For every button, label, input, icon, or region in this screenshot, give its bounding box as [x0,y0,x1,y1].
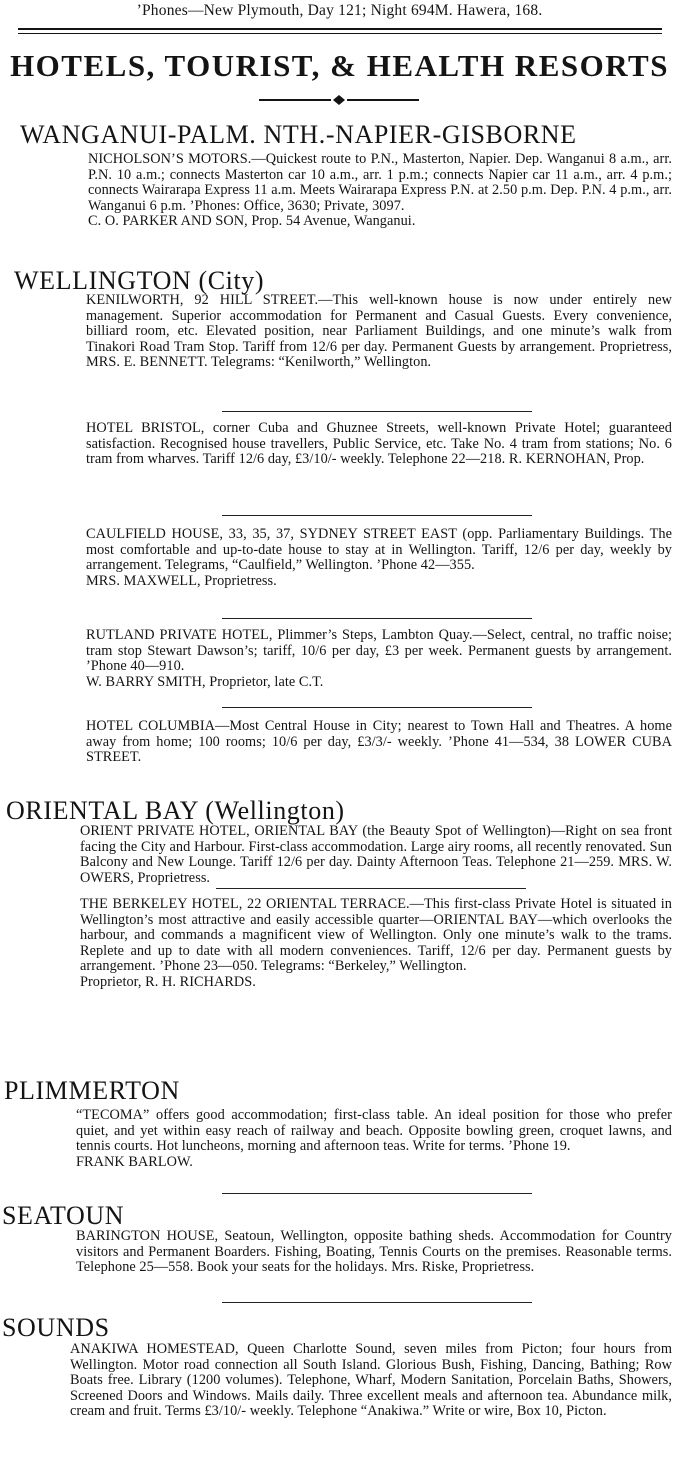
top-rule-thin [18,33,662,34]
section-heading-wanganui: WANGANUI-PALM. NTH.-NAPIER-GISBORNE [20,120,577,149]
entry-orient-hotel [80,824,672,886]
entry-rutland-hotel [86,628,672,690]
phones-line: ’Phones—New Plymouth, Day 121; Night 694M. Hawera, 168. [136,2,543,19]
entry-text: THE BERKELEY HOTEL, 22 ORIENTAL TERRACE.—This first-class Private Hotel is situated in Wellington’s most attractive and easily accessible quarter—ORIENTAL BAY—which overlooks the harbour, and commands a magnificent view of Wellington. Only one minute’s walk to the trams. Replete and up to date with all modern conveniences. Tariff, 12/6 per day. Permanent guests by arrangement. ’Phone 23—050. Telegrams: “Berkeley,” Wellington. [80,896,672,974]
entry-hotel-columbia [86,719,672,766]
entry-text: HOTEL BRISTOL, corner Cuba and Ghuznee Streets, well-known Private Hotel; guaranteed satisfaction. Recognised house travellers, Public Service, etc. Take No. 4 tram from stations; No. 6 tram from wharves. Tariff 12/6 day, £3/10/- weekly. Telephone 22—218. R. KERNOHAN, Prop. [86,420,672,467]
section-heading-plimmerton: PLIMMERTON [4,1076,180,1105]
entry-divider [222,618,532,619]
entry-signoff: Proprietor, R. H. RICHARDS. [80,973,256,990]
entry-signoff: FRANK BARLOW. [76,1153,193,1170]
entry-barington-house [76,1229,672,1276]
entry-nicholsons-motors [88,152,672,230]
entry-text: HOTEL COLUMBIA—Most Central House in City; nearest to Town Hall and Theatres. A home away from home; 100 rooms; 10/6 per day, £3/3/- weekly. ’Phone 41—534, 38 LOWER CUBA STREET. [86,718,672,765]
entry-divider [222,1302,532,1303]
entry-tecoma [76,1108,672,1170]
section-heading-wellington-city: WELLINGTON (City) [14,266,265,295]
entry-hotel-bristol [86,421,672,468]
ornament-divider [259,94,419,106]
section-heading-sounds: SOUNDS [2,1313,110,1342]
entry-divider [222,707,532,708]
entry-divider [222,411,532,412]
entry-text: “TECOMA” offers good accommodation; first-class table. An ideal position for those who prefer quiet, and yet within easy reach of railway and beach. Opposite bowling green, croquet lawns, and tennis courts. Hot luncheons, morning and afternoon teas. Write for terms. ’Phone 19. [76,1107,672,1154]
section-heading-oriental-bay: ORIENTAL BAY (Wellington) [6,796,345,825]
entry-text: NICHOLSON’S MOTORS.—Quickest route to P.N., Masterton, Napier. Dep. Wanganui 8 a.m., arr. P.N. 10 a.m.; connects Masterton car 10 a.m., arr. 1 p.m.; connects Napier car 11 a.m., arr. 4 p.m.; connects Wairarapa Express 11 a.m. Meets Wairarapa Express P.N. at 2.50 p.m. Dep. P.N. 4 p.m., arr. Wanganui 6 p.m. ’Phones: Office, 3630; Private, 3097. [88,151,672,214]
entry-divider [222,515,532,516]
entry-signoff: MRS. MAXWELL, Proprietress. [86,572,277,589]
page-title: HOTELS, TOURIST, & HEALTH RESORTS [10,48,669,83]
section-heading-seatoun: SEATOUN [2,1201,125,1230]
entry-berkeley-hotel [80,897,672,990]
entry-text: CAULFIELD HOUSE, 33, 35, 37, SYDNEY STREET EAST (opp. Parliamentary Buildings. The most comfortable and up-to-date house to stay at in Wellington. Tariff, 12/6 per day, weekly by arrangement. Telegrams, “Caulfield,” Wellington. ’Phone 42—355. [86,526,672,573]
entry-anakiwa-homestead [70,1342,672,1420]
entry-divider [216,888,526,889]
entry-signoff: W. BARRY SMITH, Proprietor, late C.T. [86,673,324,690]
entry-divider [222,1193,532,1194]
entry-text: KENILWORTH, 92 HILL STREET.—This well-known house is now under entirely new management. Superior accommodation for Permanent and Casual Guests. Every convenience, billiard room, etc. Elevated position, near Parliament Buildings, and one minute’s walk from Tinakori Road Tram Stop. Tariff from 12/6 per day. Permanent Guests by arrangement. Proprietress, MRS. E. BENNETT. Telegrams: “Kenilworth,” Wellington. [86,292,672,370]
entry-kenilworth [86,293,672,371]
entry-text: ORIENT PRIVATE HOTEL, ORIENTAL BAY (the Beauty Spot of Wellington)—Right on sea front facing the City and Harbour. First-class accommodation. Large airy rooms, all recently renovated. Sun Balcony and New Lounge. Tariff 12/6 per day. Dainty Afternoon Teas. Telephone 21—259. MRS. W. OWERS, Proprietress. [80,823,672,886]
top-rule [18,28,662,30]
entry-signoff: C. O. PARKER AND SON, Prop. 54 Avenue, Wanganui. [88,213,416,229]
entry-text: ANAKIWA HOMESTEAD, Queen Charlotte Sound, seven miles from Picton; four hours from Wellington. Motor road connection all South Island. Glorious Bush, Fishing, Dancing, Bathing; Row Boats free. Library (1200 volumes). Telephone, Wharf, Modern Sanitation, Porcelain Baths, Showers, Screened Doors and Windows. Mails daily. Three excellent meals and afternoon tea. Abundance milk, cream and fruit. Terms £3/10/- weekly. Telephone “Anakiwa.” Write or wire, Box 10, Picton. [70,1341,672,1419]
entry-text: RUTLAND PRIVATE HOTEL, Plimmer’s Steps, Lambton Quay.—Select, central, no traffic noise; tram stop Stewart Dawson’s; tariff, 10/6 per day, £3 per week. Permanent guests by arrangement. ’Phone 40—910. [86,627,672,674]
entry-text: BARINGTON HOUSE, Seatoun, Wellington, opposite bathing sheds. Accommodation for Country visitors and Permanent Boarders. Fishing, Boating, Tennis Courts on the premises. Reasonable terms. Telephone 25—558. Book your seats for the holidays. Mrs. Riske, Proprietress. [76,1228,672,1275]
entry-caulfield-house [86,527,672,589]
